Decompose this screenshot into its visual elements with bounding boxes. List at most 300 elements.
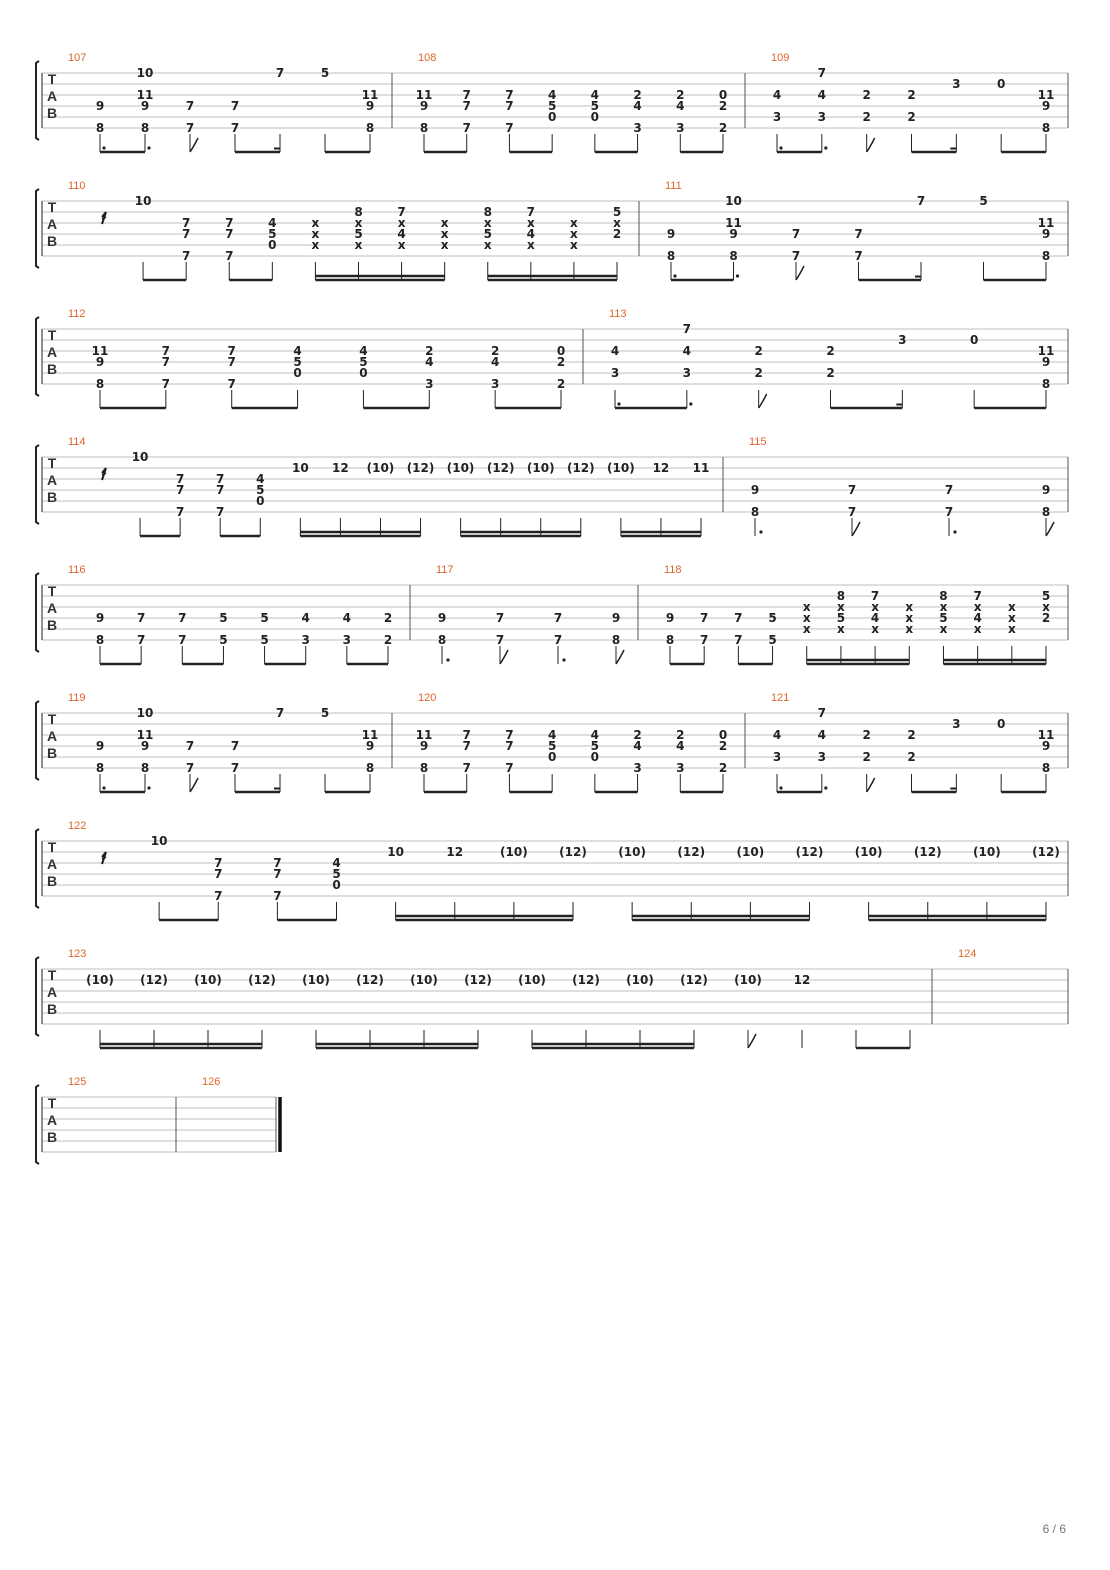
fret-number: 2 — [612, 227, 622, 241]
fret-number: 3 — [490, 377, 500, 391]
fret-number: 7 — [185, 739, 195, 753]
tab-clef-letter: B — [46, 1129, 58, 1145]
tab-clef-letter: B — [46, 617, 58, 633]
fret-number: 2 — [754, 344, 763, 358]
fret-number: 12 — [652, 461, 670, 475]
fret-number: 7 — [791, 249, 801, 263]
fret-number: 2 — [754, 366, 763, 380]
fret-number: 2 — [907, 88, 916, 102]
fret-number: x — [440, 216, 449, 230]
fret-number: x — [570, 227, 578, 241]
fret-number: 8 — [939, 589, 948, 603]
fret-number: 2 — [862, 110, 871, 124]
fret-number: 7 — [734, 633, 743, 647]
fret-number: 2 — [676, 88, 685, 102]
measure-number: 110 — [68, 180, 86, 192]
fret-number: 3 — [425, 377, 434, 391]
fret-number: 7 — [136, 611, 146, 625]
fret-number: x — [905, 611, 914, 625]
fret-number: x — [311, 216, 320, 230]
fret-number: 2 — [718, 761, 728, 775]
fret-number: 3 — [772, 110, 782, 124]
tab-system — [36, 52, 1068, 152]
fret-number: 9 — [1041, 227, 1051, 241]
fret-number: x — [613, 216, 621, 230]
fret-number: 4 — [817, 88, 827, 102]
fret-number: 7 — [181, 227, 191, 241]
fret-number: 9 — [437, 611, 447, 625]
fret-number: 2 — [383, 633, 393, 647]
fret-number: 3 — [342, 633, 352, 647]
fret-number: 7 — [682, 322, 692, 336]
fret-number: (10) — [446, 461, 475, 475]
fret-number: 4 — [547, 728, 557, 742]
dot — [147, 146, 150, 149]
fret-number: 9 — [1041, 739, 1051, 753]
fret-number: x — [802, 622, 811, 636]
fret-number: (12) — [677, 845, 706, 859]
tab-system — [36, 820, 1068, 920]
tab-clef-letter: B — [46, 745, 58, 761]
fret-number: 5 — [320, 66, 330, 80]
dot — [779, 146, 782, 149]
fret-number: 8 — [95, 761, 105, 775]
measure-number: 112 — [68, 308, 86, 320]
fret-number: 9 — [1041, 99, 1051, 113]
fret-number: 10 — [387, 845, 404, 859]
flag — [852, 522, 860, 536]
fret-number: 0 — [359, 366, 368, 380]
fret-number: 3 — [633, 761, 642, 775]
fret-number: (12) — [406, 461, 435, 475]
fret-number: x — [397, 216, 406, 230]
fret-number: 7 — [225, 216, 234, 230]
fret-number: 8 — [419, 121, 429, 135]
fret-number: 8 — [95, 633, 105, 647]
fret-number: 7 — [227, 344, 236, 358]
tab-clef-letter: T — [47, 583, 57, 599]
flag — [867, 778, 875, 792]
fret-number: 11 — [1037, 88, 1055, 102]
fret-number: 2 — [718, 739, 728, 753]
fret-number: 7 — [944, 483, 954, 497]
measure-number: 116 — [68, 564, 86, 576]
measure-number: 109 — [771, 52, 790, 64]
fret-number: 9 — [666, 227, 676, 241]
fret-number: 3 — [676, 121, 685, 135]
fret-number: x — [939, 622, 948, 636]
fret-number: 5 — [260, 633, 269, 647]
fret-number: 7 — [700, 611, 709, 625]
fret-number: 4 — [870, 611, 880, 625]
fret-number: 7 — [175, 472, 185, 486]
system-bracket — [36, 829, 39, 908]
fret-number: 7 — [273, 867, 282, 881]
fret-number: (10) — [500, 845, 528, 859]
system-bracket — [36, 61, 39, 140]
dot — [736, 274, 739, 277]
dot — [617, 402, 620, 405]
fret-number: 2 — [676, 728, 685, 742]
sixteenth-rest — [102, 212, 106, 224]
fret-number: 7 — [136, 633, 146, 647]
dot — [147, 786, 150, 789]
flag — [190, 778, 198, 792]
fret-number: 8 — [365, 761, 375, 775]
fret-number: 0 — [996, 77, 1006, 91]
tab-clef-letter: T — [47, 839, 57, 855]
fret-number: (10) — [854, 845, 883, 859]
dot — [102, 786, 105, 789]
fret-number: (12) — [680, 973, 708, 987]
fret-number: 10 — [291, 461, 309, 475]
fret-number: 7 — [854, 227, 863, 241]
fret-number: 7 — [227, 377, 236, 391]
dot — [779, 786, 782, 789]
measure-number: 124 — [958, 948, 977, 960]
fret-number: x — [483, 216, 492, 230]
fret-number: 11 — [1037, 216, 1055, 230]
tab-clef-letter: B — [46, 1001, 58, 1017]
fret-number: 5 — [547, 99, 557, 113]
fret-number: x — [311, 238, 320, 252]
fret-number: 10 — [136, 66, 154, 80]
fret-number: (12) — [464, 973, 492, 987]
fret-number: 7 — [462, 99, 471, 113]
fret-number: 4 — [772, 728, 782, 742]
fret-number: 5 — [219, 611, 228, 625]
fret-number: x — [570, 238, 578, 252]
fret-number: 7 — [216, 505, 225, 519]
fret-number: (10) — [194, 973, 222, 987]
fret-number: 5 — [483, 227, 492, 241]
fret-number: (12) — [1032, 845, 1060, 859]
measure-number: 119 — [68, 692, 86, 704]
fret-number: 11 — [415, 728, 433, 742]
fret-number: 9 — [365, 739, 375, 753]
fret-number: x — [526, 216, 535, 230]
fret-number: 5 — [547, 739, 557, 753]
fret-number: 8 — [140, 761, 150, 775]
fret-number: 3 — [952, 77, 961, 91]
fret-number: 8 — [419, 761, 429, 775]
fret-number: 3 — [817, 110, 827, 124]
fret-number: 3 — [301, 633, 310, 647]
fret-number: 7 — [734, 611, 743, 625]
fret-number: 9 — [419, 739, 429, 753]
fret-number: 8 — [483, 205, 492, 219]
sixteenth-rest — [102, 852, 106, 864]
tab-clef-letter: T — [47, 71, 57, 87]
tab-clef-letter: T — [47, 199, 57, 215]
fret-number: 7 — [181, 216, 191, 230]
fret-number: 11 — [361, 728, 379, 742]
fret-number: (10) — [302, 973, 330, 987]
fret-number: x — [526, 238, 535, 252]
tab-clef-letter: T — [47, 967, 57, 983]
fret-number: 3 — [610, 366, 620, 380]
fret-number: x — [1007, 611, 1016, 625]
fret-number: 7 — [185, 121, 195, 135]
fret-number: (10) — [366, 461, 395, 475]
measure-number: 122 — [68, 820, 87, 832]
fret-number: 11 — [1037, 344, 1055, 358]
fret-number: (12) — [566, 461, 595, 475]
fret-number: 2 — [718, 121, 728, 135]
dot — [759, 530, 762, 533]
fret-number: 5 — [219, 633, 228, 647]
fret-number: 9 — [95, 355, 105, 369]
fret-number: x — [1042, 600, 1050, 614]
fret-number: 5 — [268, 227, 277, 241]
fret-number: 5 — [590, 99, 600, 113]
fret-number: 2 — [1041, 611, 1051, 625]
system-bracket — [36, 957, 39, 1036]
flag — [759, 394, 767, 408]
fret-number: 2 — [862, 728, 871, 742]
fret-number: 7 — [273, 889, 282, 903]
fret-number: 8 — [1041, 249, 1051, 263]
tab-clef-letter: A — [46, 344, 58, 360]
fret-number: 0 — [969, 333, 979, 347]
fret-number: 7 — [161, 355, 171, 369]
fret-number: (10) — [973, 845, 1001, 859]
fret-number: 7 — [161, 377, 171, 391]
fret-number: x — [973, 600, 982, 614]
fret-number: 5 — [293, 355, 302, 369]
fret-number: 8 — [750, 505, 760, 519]
fret-number: 2 — [383, 611, 393, 625]
fret-number: (12) — [486, 461, 515, 475]
fret-number: 4 — [332, 856, 341, 870]
fret-number: 11 — [136, 88, 154, 102]
fret-number: (12) — [572, 973, 600, 987]
system-bracket — [36, 701, 39, 780]
fret-number: 11 — [692, 461, 710, 475]
fret-number: 5 — [768, 611, 777, 625]
tab-clef-letter: T — [47, 327, 57, 343]
fret-number: 9 — [1041, 355, 1051, 369]
fret-number: x — [1007, 600, 1016, 614]
fret-number: 3 — [772, 750, 782, 764]
fret-number: x — [939, 600, 948, 614]
tab-system — [36, 948, 1068, 1048]
fret-number: (10) — [626, 973, 654, 987]
fret-number: x — [837, 600, 845, 614]
system-bracket — [36, 189, 39, 268]
fret-number: 3 — [952, 717, 961, 731]
fret-number: 9 — [140, 99, 150, 113]
fret-number: 2 — [907, 750, 916, 764]
fret-number: 0 — [590, 750, 600, 764]
fret-number: 0 — [718, 728, 728, 742]
dot — [689, 402, 692, 405]
flag — [1046, 522, 1054, 536]
fret-number: 8 — [365, 121, 375, 135]
fret-number: 7 — [175, 483, 185, 497]
fret-number: (12) — [140, 973, 168, 987]
fret-number: 5 — [939, 611, 948, 625]
fret-number: 4 — [526, 227, 536, 241]
tab-clef-letter: A — [46, 984, 58, 1000]
fret-number: 7 — [216, 472, 225, 486]
fret-number: 5 — [979, 194, 988, 208]
flag — [748, 1034, 756, 1048]
fret-number: 7 — [854, 249, 863, 263]
fret-number: 4 — [676, 739, 685, 753]
fret-number: 7 — [214, 867, 223, 881]
fret-number: 7 — [214, 889, 223, 903]
fret-number: 8 — [729, 249, 738, 263]
fret-number: 7 — [847, 483, 857, 497]
fret-number: 11 — [415, 88, 433, 102]
fret-number: 4 — [301, 611, 310, 625]
fret-number: 2 — [826, 366, 835, 380]
fret-number: 9 — [140, 739, 150, 753]
fret-number: 8 — [437, 633, 447, 647]
tab-system — [36, 1076, 280, 1164]
fret-number: 4 — [973, 611, 982, 625]
fret-number: 4 — [342, 611, 352, 625]
tab-system — [36, 180, 1068, 280]
measure-number: 125 — [68, 1076, 87, 1088]
fret-number: (12) — [913, 845, 942, 859]
tab-clef-letter: A — [46, 600, 58, 616]
fret-number: 7 — [230, 99, 240, 113]
fret-number: 7 — [944, 505, 954, 519]
fret-number: 7 — [817, 66, 827, 80]
fret-number: 8 — [95, 121, 105, 135]
fret-number: (12) — [559, 845, 587, 859]
tab-clef-letter: A — [46, 1112, 58, 1128]
fret-number: x — [802, 600, 811, 614]
fret-number: (12) — [356, 973, 384, 987]
fret-number: 2 — [862, 88, 871, 102]
fret-number: x — [570, 216, 578, 230]
tab-clef-letter: A — [46, 856, 58, 872]
fret-number: 4 — [293, 344, 302, 358]
fret-number: 9 — [729, 227, 738, 241]
fret-number: 2 — [826, 344, 835, 358]
fret-number: 7 — [505, 739, 514, 753]
fret-number: 5 — [590, 739, 600, 753]
fret-number: 7 — [791, 227, 801, 241]
tab-clef-letter: A — [46, 216, 58, 232]
fret-number: 7 — [462, 739, 471, 753]
fret-number: (10) — [734, 973, 762, 987]
fret-number: 2 — [907, 728, 916, 742]
fret-number: 7 — [273, 856, 282, 870]
fret-number: 5 — [332, 867, 341, 881]
fret-number: 5 — [354, 227, 363, 241]
tab-system — [36, 564, 1068, 664]
fret-number: 10 — [725, 194, 742, 208]
fret-number: 7 — [553, 611, 563, 625]
dot — [102, 146, 105, 149]
fret-number: 7 — [275, 66, 285, 80]
measure-number: 111 — [665, 180, 682, 192]
measure-number: 121 — [771, 692, 790, 704]
fret-number: 0 — [556, 344, 566, 358]
fret-number: 4 — [610, 344, 620, 358]
tab-clef-letter: A — [46, 472, 58, 488]
fret-number: 7 — [230, 121, 240, 135]
tab-clef-letter: B — [46, 489, 58, 505]
dot — [562, 658, 565, 661]
fret-number: 11 — [1037, 728, 1055, 742]
fret-number: x — [973, 622, 982, 636]
fret-number: 8 — [1041, 505, 1051, 519]
fret-number: 7 — [185, 99, 195, 113]
fret-number: 7 — [870, 589, 880, 603]
fret-number: 8 — [1041, 121, 1051, 135]
fret-number: (10) — [736, 845, 765, 859]
fret-number: 2 — [718, 99, 728, 113]
system-bracket — [36, 573, 39, 652]
fret-number: x — [871, 622, 879, 636]
page-number: 6 / 6 — [1042, 1522, 1066, 1536]
fret-number: 7 — [225, 227, 234, 241]
fret-number: 8 — [140, 121, 150, 135]
fret-number: 7 — [178, 633, 187, 647]
fret-number: (12) — [248, 973, 276, 987]
fret-number: 7 — [181, 249, 191, 263]
fret-number: 7 — [495, 611, 505, 625]
fret-number: 5 — [612, 205, 622, 219]
fret-number: 4 — [268, 216, 277, 230]
fret-number: 2 — [425, 344, 434, 358]
fret-number: 4 — [817, 728, 827, 742]
fret-number: (10) — [526, 461, 555, 475]
tab-system — [36, 692, 1068, 792]
fret-number: (10) — [410, 973, 438, 987]
tab-clef-letter: B — [46, 105, 58, 121]
fret-number: 7 — [916, 194, 926, 208]
fret-number: 4 — [633, 99, 642, 113]
fret-number: 2 — [862, 750, 871, 764]
fret-number: 7 — [230, 739, 240, 753]
fret-number: 7 — [847, 505, 857, 519]
flag — [796, 266, 804, 280]
fret-number: 9 — [665, 611, 675, 625]
fret-number: 7 — [505, 761, 514, 775]
fret-number: (10) — [618, 845, 646, 859]
tab-clef-letter: T — [47, 455, 57, 471]
fret-number: x — [354, 216, 363, 230]
fret-number: x — [905, 600, 914, 614]
fret-number: 7 — [505, 88, 514, 102]
fret-number: 8 — [95, 377, 105, 391]
tab-clef-letter: T — [47, 1095, 57, 1111]
fret-number: 4 — [590, 88, 600, 102]
fret-number: 10 — [131, 450, 149, 464]
tab-clef-letter: A — [46, 728, 58, 744]
fret-number: x — [311, 227, 320, 241]
measure-number: 123 — [68, 948, 87, 960]
fret-number: 4 — [397, 227, 406, 241]
fret-number: x — [837, 622, 845, 636]
fret-number: 7 — [700, 633, 709, 647]
fret-number: x — [871, 600, 879, 614]
measure-number: 120 — [418, 692, 437, 704]
system-bracket — [36, 1085, 39, 1164]
fret-number: 2 — [633, 88, 642, 102]
fret-number: 4 — [682, 344, 692, 358]
measure-number: 114 — [68, 436, 86, 448]
fret-number: 11 — [725, 216, 742, 230]
measure-number: 118 — [664, 564, 682, 576]
fret-number: 7 — [185, 761, 195, 775]
